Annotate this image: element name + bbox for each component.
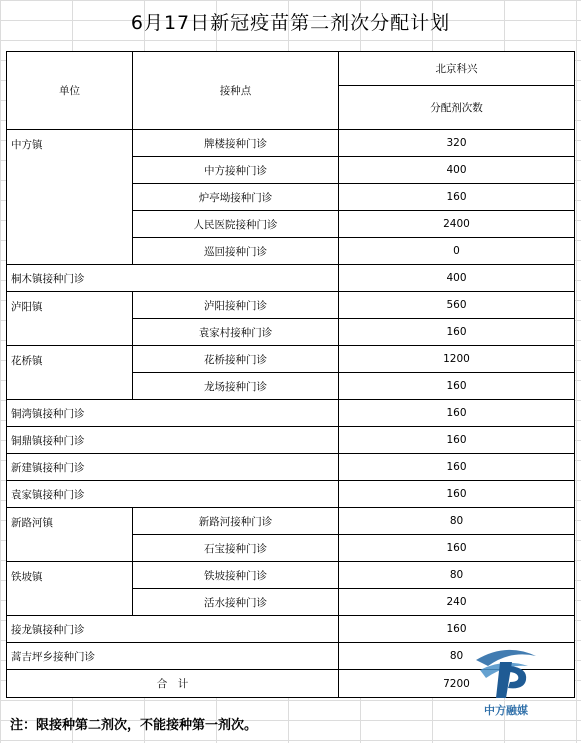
site-cell: 牌楼接种门诊	[133, 130, 339, 157]
doses-cell: 160	[339, 454, 575, 481]
doses-cell: 0	[339, 238, 575, 265]
unit-cell: 中方镇	[7, 130, 133, 265]
table-row	[7, 130, 575, 157]
zhongfang-media-logo-icon	[470, 640, 542, 702]
unit-cell: 泸阳镇	[7, 292, 133, 346]
site-cell: 中方接种门诊	[133, 157, 339, 184]
unit-cell: 新建镇接种门诊	[7, 454, 339, 481]
doses-cell: 80	[339, 508, 575, 535]
header-unit: 单位	[7, 52, 133, 130]
site-cell: 铁坡接种门诊	[133, 562, 339, 589]
doses-cell: 560	[339, 292, 575, 319]
table-row	[7, 346, 575, 373]
total-label: 合 计	[7, 670, 339, 698]
doses-cell: 160	[339, 427, 575, 454]
site-cell: 活水接种门诊	[133, 589, 339, 616]
site-cell: 袁家村接种门诊	[133, 319, 339, 346]
table-row	[7, 400, 575, 427]
unit-cell: 桐木镇接种门诊	[7, 265, 339, 292]
doses-cell: 160	[339, 616, 575, 643]
table-row	[7, 508, 575, 535]
table-row	[7, 454, 575, 481]
doses-cell: 160	[339, 400, 575, 427]
table-row	[7, 481, 575, 508]
site-cell: 巡回接种门诊	[133, 238, 339, 265]
doses-cell: 80	[339, 643, 575, 670]
doses-cell: 160	[339, 535, 575, 562]
watermark	[470, 640, 542, 718]
site-cell: 泸阳接种门诊	[133, 292, 339, 319]
site-cell: 石宝接种门诊	[133, 535, 339, 562]
watermark-text: 中方融媒	[484, 704, 528, 717]
table-row	[7, 562, 575, 589]
table-row	[7, 427, 575, 454]
doses-cell: 160	[339, 481, 575, 508]
table-row	[7, 265, 575, 292]
doses-cell: 1200	[339, 346, 575, 373]
doses-cell: 80	[339, 562, 575, 589]
doses-cell: 240	[339, 589, 575, 616]
allocation-table	[6, 51, 575, 698]
page-title: 6月17日新冠疫苗第二剂次分配计划	[130, 12, 451, 34]
unit-cell: 铁坡镇	[7, 562, 133, 616]
site-cell: 新路河接种门诊	[133, 508, 339, 535]
header-doses: 分配剂次数	[339, 86, 575, 130]
doses-cell: 2400	[339, 211, 575, 238]
header-vendor: 北京科兴	[339, 52, 575, 86]
unit-cell: 接龙镇接种门诊	[7, 616, 339, 643]
footnote: 注：限接种第二剂次，不能接种第一剂次。	[10, 718, 258, 733]
unit-cell: 新路河镇	[7, 508, 133, 562]
unit-cell: 蒿吉坪乡接种门诊	[7, 643, 339, 670]
site-cell: 龙场接种门诊	[133, 373, 339, 400]
site-cell: 人民医院接种门诊	[133, 211, 339, 238]
doses-cell: 160	[339, 319, 575, 346]
header-site: 接种点	[133, 52, 339, 130]
unit-cell: 花桥镇	[7, 346, 133, 400]
table-row	[7, 616, 575, 643]
doses-cell: 320	[339, 130, 575, 157]
doses-cell: 160	[339, 373, 575, 400]
unit-cell: 袁家镇接种门诊	[7, 481, 339, 508]
unit-cell: 铜鼎镇接种门诊	[7, 427, 339, 454]
unit-cell: 铜湾镇接种门诊	[7, 400, 339, 427]
site-cell: 炉亭坳接种门诊	[133, 184, 339, 211]
doses-cell: 160	[339, 184, 575, 211]
table-row	[7, 292, 575, 319]
doses-cell: 400	[339, 265, 575, 292]
doses-cell: 400	[339, 157, 575, 184]
total-doses: 7200	[339, 670, 575, 698]
site-cell: 花桥接种门诊	[133, 346, 339, 373]
